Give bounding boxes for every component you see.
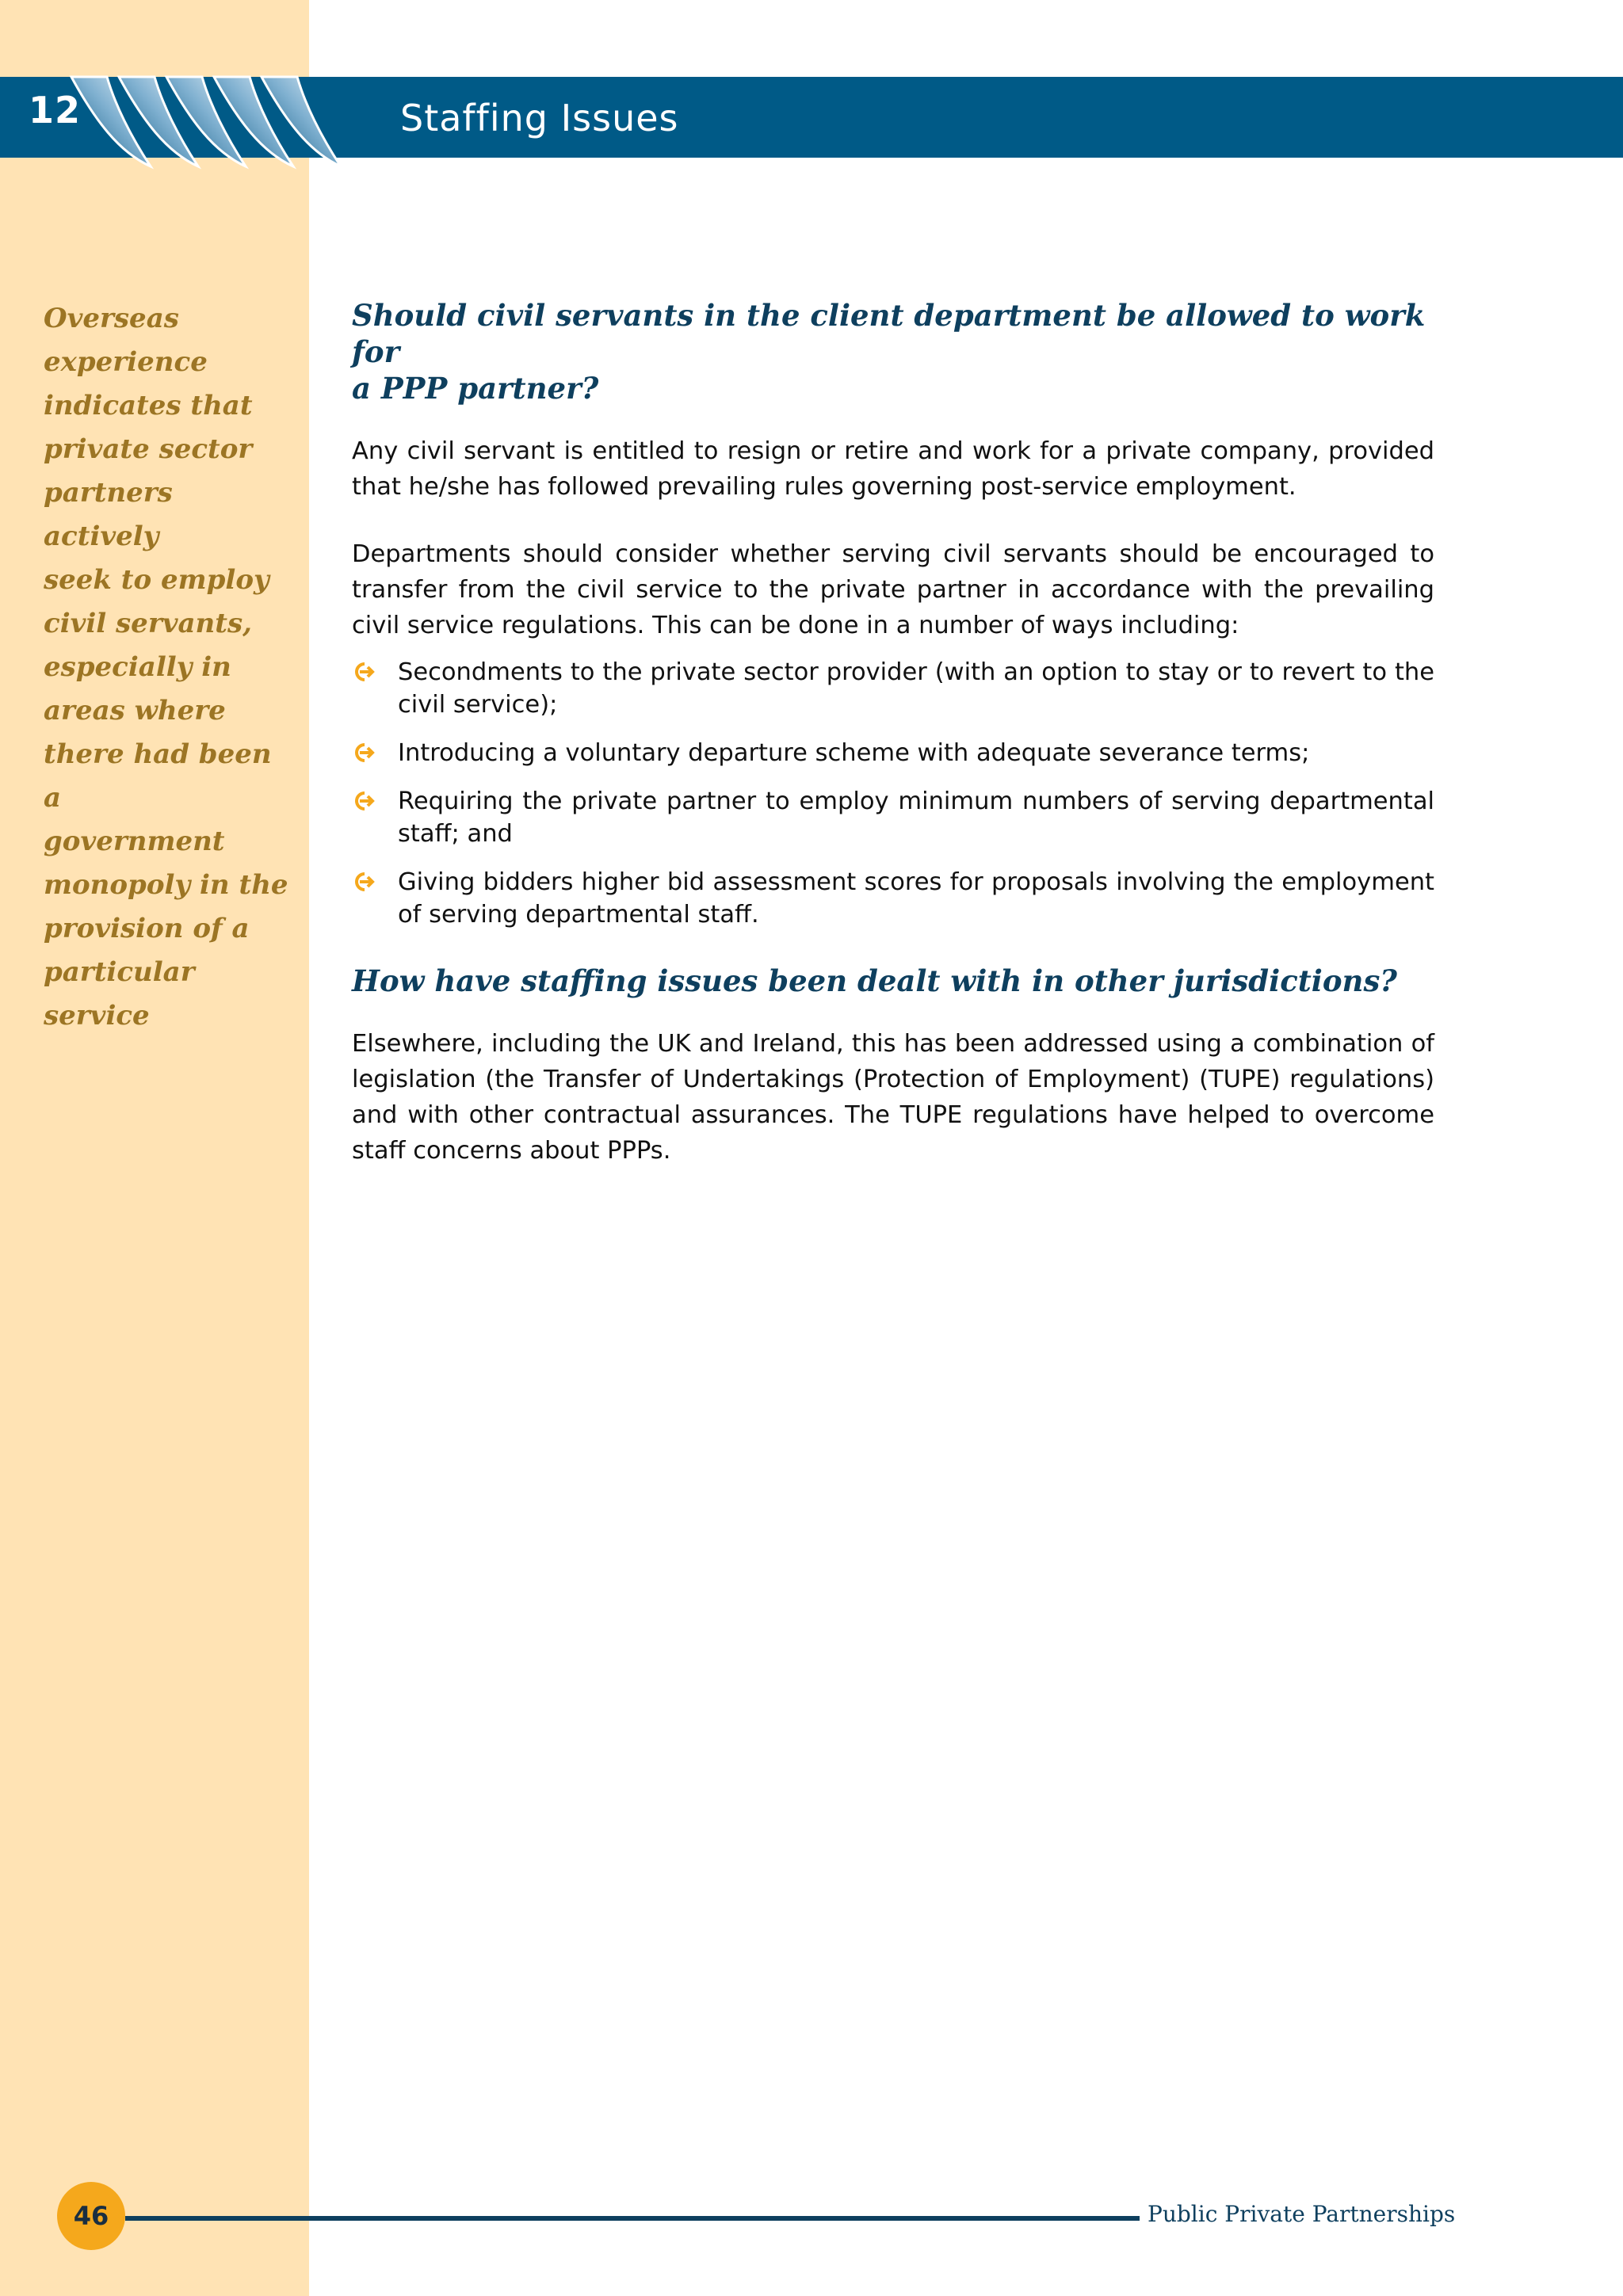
section-title: Staffing Issues bbox=[400, 97, 679, 139]
arrow-bullet-icon bbox=[353, 871, 376, 893]
chapter-number: 12 bbox=[29, 89, 82, 132]
list-item-text: Giving bidders higher bid assessment scores for proposals involving the employment of serving departmental staff. bbox=[398, 868, 1434, 929]
pullquote-line: monopoly in the bbox=[44, 869, 288, 901]
footer-rule bbox=[125, 2216, 1140, 2221]
pullquote-line: private sector bbox=[44, 433, 253, 465]
sidebar-pullquote bbox=[44, 297, 297, 1038]
footer-publication-title: Public Private Partnerships bbox=[1148, 2201, 1456, 2227]
pullquote-line: partners actively bbox=[44, 477, 173, 552]
decorative-swooshes bbox=[63, 73, 365, 176]
heading-civil-servants bbox=[352, 297, 1434, 406]
pullquote-line: government bbox=[44, 826, 225, 857]
pullquote-line: experience bbox=[44, 346, 208, 378]
list-item-text: Introducing a voluntary departure scheme with adequate severance terms; bbox=[398, 739, 1310, 767]
list-item bbox=[352, 737, 1434, 769]
pullquote-line: indicates that bbox=[44, 390, 253, 421]
pullquote-line: Overseas bbox=[44, 303, 179, 334]
list-item bbox=[352, 656, 1434, 721]
heading-other-jurisdictions: How have staffing issues been dealt with in other jurisdictions? bbox=[352, 963, 1397, 998]
list-item bbox=[352, 866, 1434, 931]
heading-line: a PPP partner? bbox=[352, 371, 599, 406]
pullquote-line: civil servants, bbox=[44, 608, 252, 639]
list-item-text: Secondments to the private sector provider (with an option to stay or to revert to the civil service); bbox=[398, 658, 1434, 719]
paragraph-elsewhere: Elsewhere, including the UK and Ireland, this has been addressed using a combination of legislation (the Transfer of Undertakings (Protection of Employment) (TUPE) regulations) and with other contractual assurances. The TUPE regulations have helped to overcome staff concerns about PPPs. bbox=[352, 1030, 1434, 1165]
list-item bbox=[352, 785, 1434, 850]
pullquote-line: seek to employ bbox=[44, 564, 269, 596]
pullquote-line: there had been a bbox=[44, 738, 272, 814]
arrow-bullet-icon bbox=[353, 742, 376, 764]
main-content bbox=[352, 297, 1434, 1169]
arrow-bullet-icon bbox=[353, 661, 376, 683]
bullet-list bbox=[352, 656, 1434, 931]
paragraph-resign: Any civil servant is entitled to resign or retire and work for a private company, provided that he/she has followed prevailing rules governing post-service employment. bbox=[352, 437, 1434, 501]
pullquote-line: provision of a bbox=[44, 913, 250, 944]
page-number-badge: 46 bbox=[57, 2182, 125, 2250]
paragraph-departments: Departments should consider whether serving civil servants should be encouraged to transfer from the civil service to the private partner in accordance with the prevailing civil service regulations. This can be done in a number of ways including: bbox=[352, 540, 1434, 639]
pullquote-line: areas where bbox=[44, 695, 226, 727]
heading-line: Should civil servants in the client department be allowed to work for bbox=[352, 298, 1426, 369]
pullquote-line: particular service bbox=[44, 956, 195, 1032]
list-item-text: Requiring the private partner to employ minimum numbers of serving departmental staff; and bbox=[398, 788, 1434, 848]
pullquote-line: especially in bbox=[44, 651, 231, 683]
arrow-bullet-icon bbox=[353, 790, 376, 812]
